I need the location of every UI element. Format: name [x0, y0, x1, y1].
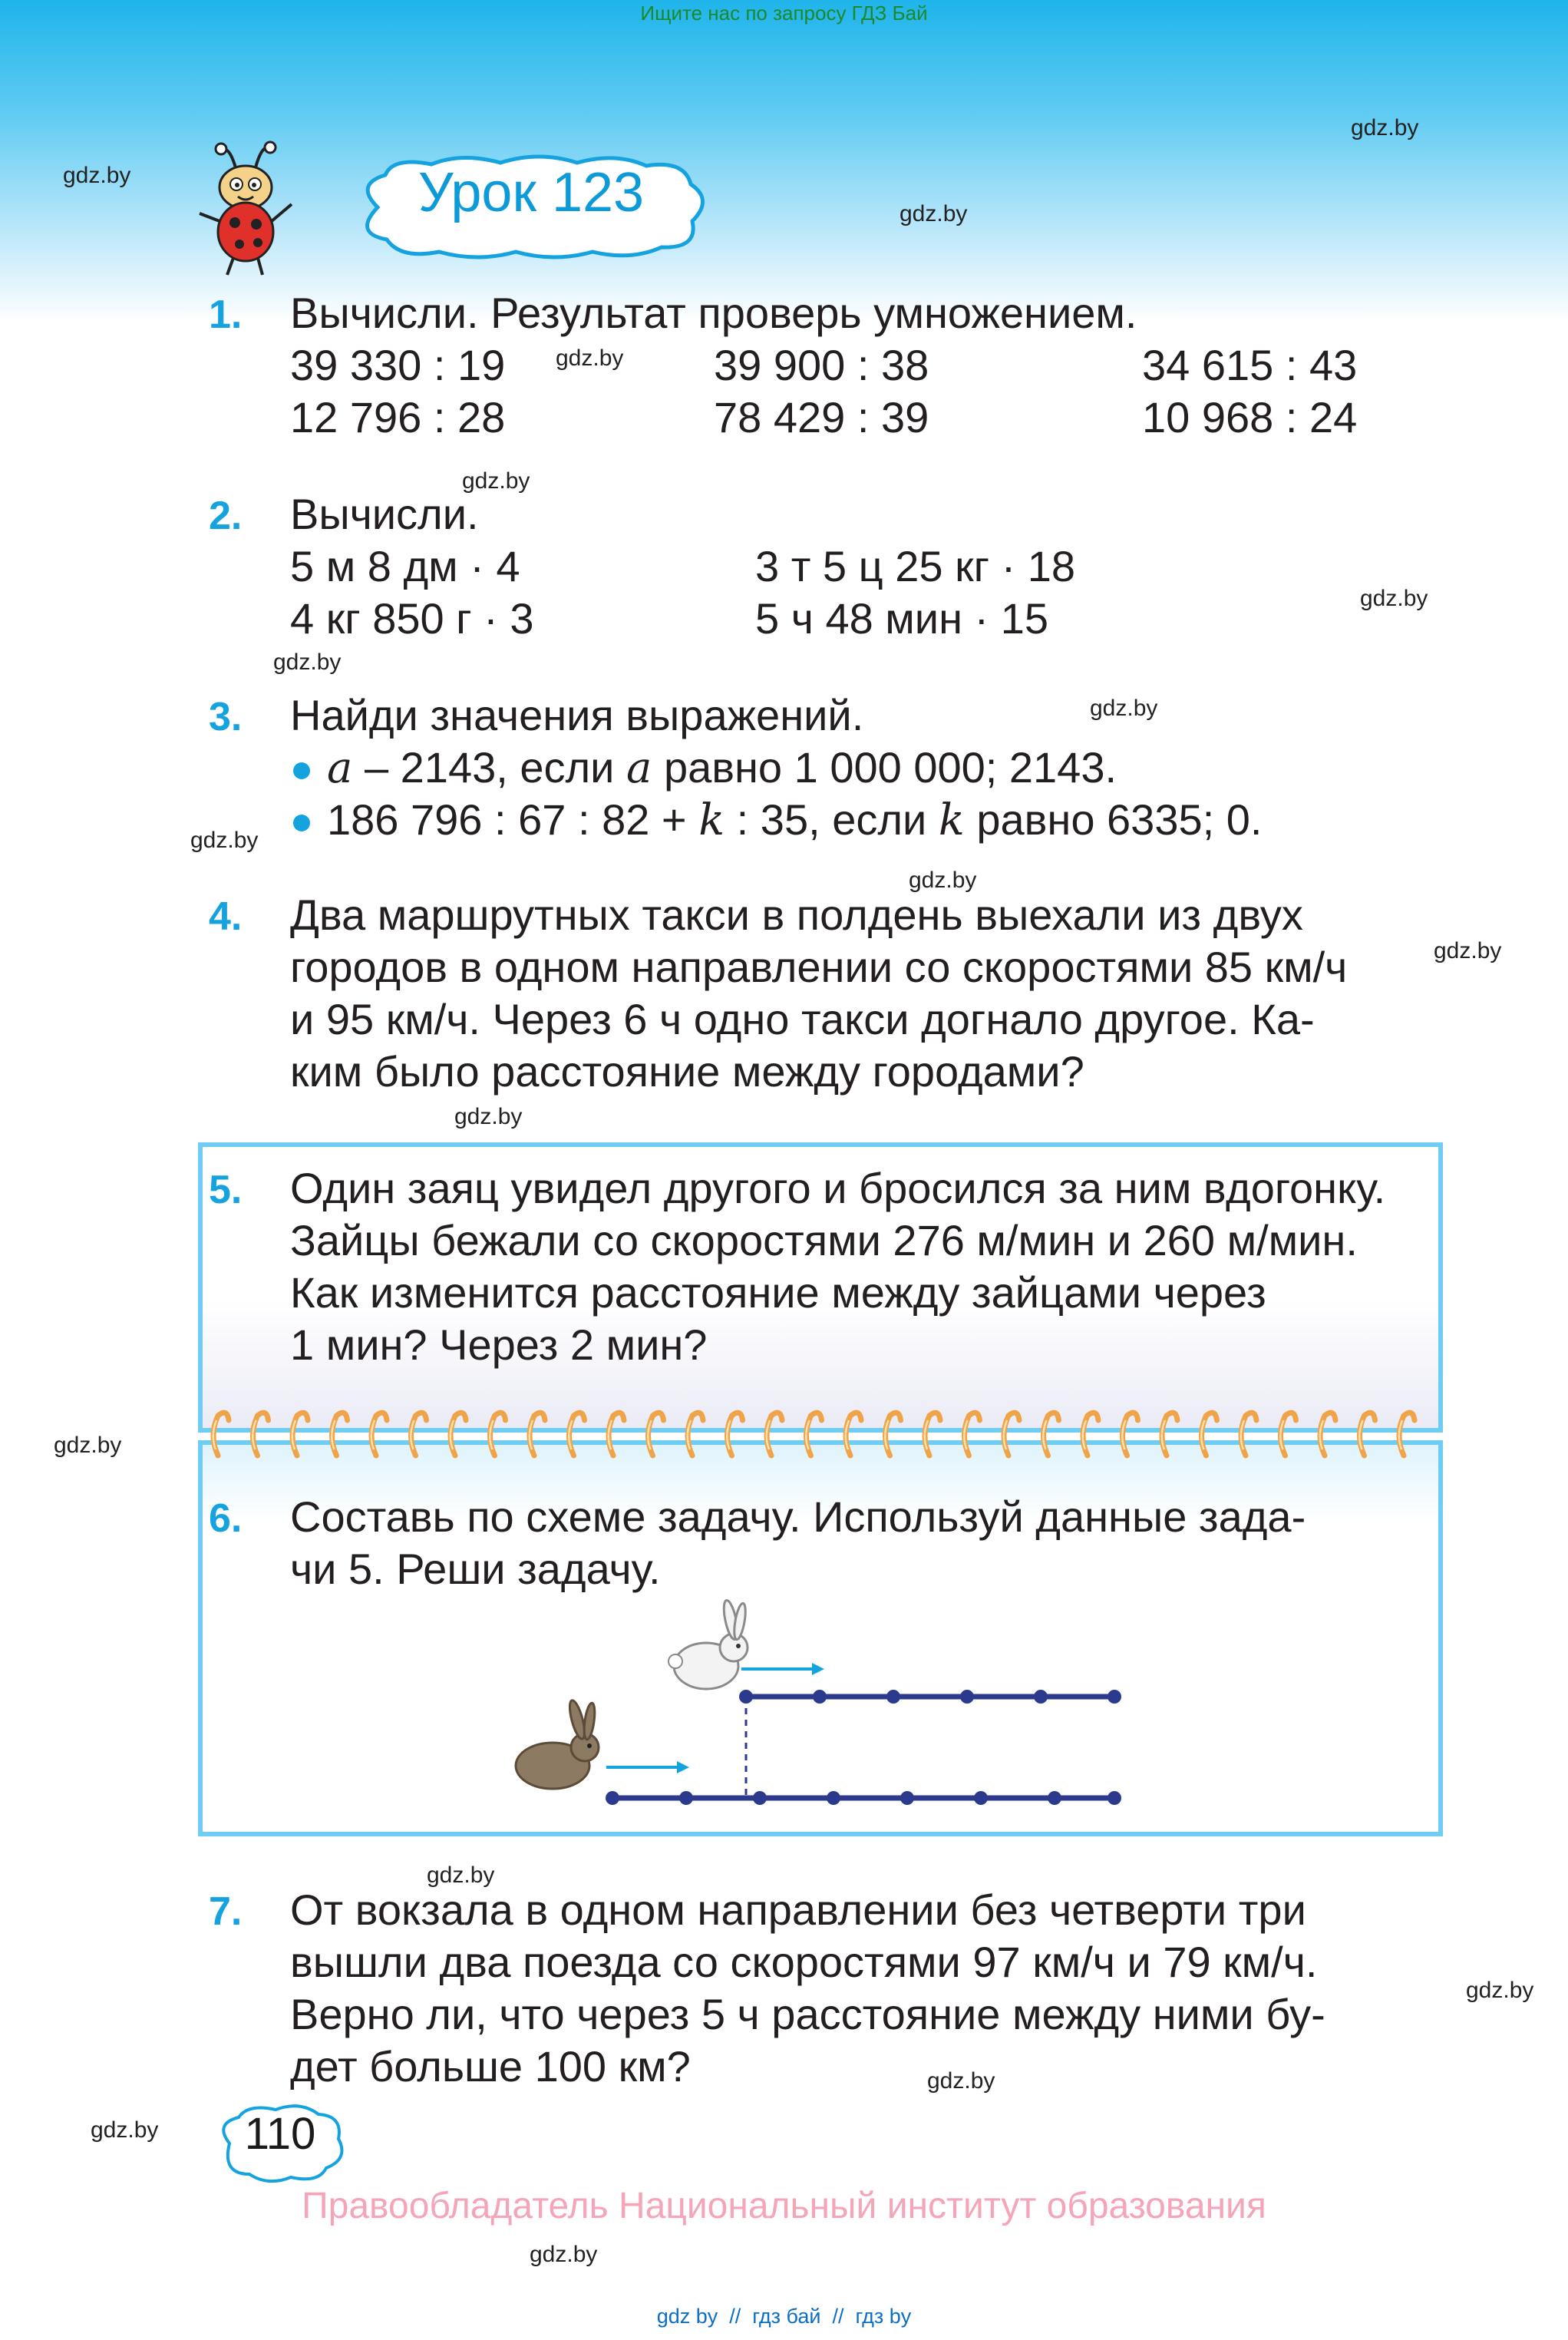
spiral-ring-icon [1280, 1413, 1296, 1456]
spiral-ring-icon [1004, 1413, 1019, 1456]
spiral-ring-icon [1201, 1413, 1216, 1456]
task-2-expr: 5 ч 48 мин · 15 [755, 594, 1049, 643]
task-1-expr: 12 796 : 28 [290, 393, 506, 441]
watermark: gdz.by [530, 2242, 598, 2267]
arrow-right-icon [677, 1761, 689, 1773]
spiral-ring-icon [253, 1413, 268, 1456]
watermark: gdz.by [909, 868, 977, 893]
bullet-icon [293, 815, 310, 831]
spiral-ring-icon [1043, 1413, 1058, 1456]
watermark: gdz.by [1360, 586, 1428, 611]
top-banner[interactable]: Ищите нас по запросу ГДЗ Бай [640, 2, 928, 25]
watermark: gdz.by [190, 828, 259, 853]
watermark: gdz.by [454, 1104, 523, 1129]
spiral-ring-icon [213, 1413, 229, 1456]
watermark: gdz.by [927, 2068, 995, 2094]
watermark: gdz.by [556, 345, 624, 371]
spiral-ring-icon [1359, 1413, 1375, 1456]
task-3-item-1-text: – 2143, если [352, 743, 627, 792]
watermark: gdz.by [63, 163, 131, 188]
task-1-expr: 10 968 : 24 [1142, 393, 1358, 441]
variable-k: k [938, 795, 965, 845]
watermark: gdz.by [427, 1862, 495, 1888]
spiral-ring-icon [569, 1413, 584, 1456]
spiral-ring-icon [727, 1413, 742, 1456]
task-3-item-2-text: 186 796 : 67 : 82 + [327, 795, 699, 844]
task-6-scheme-diagram [491, 1597, 1151, 1827]
arrow-right-icon [812, 1663, 824, 1675]
variable-a: a [327, 743, 353, 793]
task-7-line: вышли два поезда со скоростями 97 км/ч и 79 км/ч. [290, 1938, 1318, 1986]
task-2-text: Вычисли. [290, 490, 479, 538]
spiral-ring-icon [964, 1413, 979, 1456]
task-5-line: Один заяц увидел другого и бросился за ним вдогонку. [290, 1164, 1386, 1212]
spiral-ring-icon [688, 1413, 703, 1456]
spiral-ring-icon [1122, 1413, 1137, 1456]
spiral-ring-icon [490, 1413, 505, 1456]
task-7-line: дет больше 100 км? [290, 2042, 691, 2090]
task-4-line: и 95 км/ч. Через 6 ч одно такси догнало другое. Ка- [290, 995, 1315, 1043]
task-1-expr: 78 429 : 39 [714, 393, 929, 441]
spiral-ring-icon [1399, 1413, 1415, 1456]
task-5-line: 1 мин? Через 2 мин? [290, 1320, 708, 1369]
spiral-ring-icon [767, 1413, 782, 1456]
task-4-line: Два маршрутных такси в полдень выехали из двух [290, 891, 1303, 939]
task-2-expr: 4 кг 850 г · 3 [290, 594, 534, 643]
spiral-ring-icon [371, 1413, 387, 1456]
task-3-item-2-text: : 35, если [725, 795, 939, 844]
spiral-ring-icon [846, 1413, 861, 1456]
task-6-line: Составь по схеме задачу. Используй данные зада- [290, 1492, 1306, 1541]
spiral-ring-icon [292, 1413, 308, 1456]
task-1-expr: 34 615 : 43 [1142, 341, 1358, 389]
page-number: 110 [244, 2109, 316, 2159]
task-6-number: 6. [209, 1496, 243, 1541]
spiral-ring-icon [332, 1413, 347, 1456]
bullet-icon [293, 762, 310, 779]
task-3-item-2 [293, 794, 1262, 847]
task-5-line: Зайцы бежали со скоростями 276 м/мин и 260 м/мин. [290, 1216, 1358, 1264]
watermark: gdz.by [900, 201, 968, 226]
watermark: gdz.by [462, 468, 530, 494]
copyright-text: Правообладатель Национальный институт образования [302, 2186, 1266, 2226]
task-1-expr: 39 330 : 19 [290, 341, 506, 389]
spiral-ring-icon [806, 1413, 821, 1456]
task-4-number: 4. [209, 894, 243, 939]
spiral-ring-icon [1083, 1413, 1098, 1456]
task-2-expr: 3 т 5 ц 25 кг · 18 [755, 542, 1076, 590]
task-5-line: Как изменится расстояние между зайцами через [290, 1268, 1266, 1317]
watermark: gdz.by [1466, 1978, 1534, 2003]
watermark: gdz.by [91, 2117, 159, 2143]
spiral-binding [206, 1405, 1434, 1466]
task-3-item-1-text: равно 1 000 000; 2143. [652, 743, 1117, 792]
watermark: gdz.by [1090, 696, 1158, 721]
task-7-line: От вокзала в одном направлении без четверти три [290, 1886, 1306, 1934]
task-4-line: ким было расстояние между городами? [290, 1047, 1084, 1096]
lesson-title: Урок 123 [418, 162, 645, 223]
task-2-number: 2. [209, 494, 243, 538]
spiral-ring-icon [609, 1413, 624, 1456]
task-3-text: Найди значения выражений. [290, 691, 864, 739]
watermark: gdz.by [273, 649, 342, 675]
task-7-number: 7. [209, 1889, 243, 1934]
task-6-line: чи 5. Реши задачу. [290, 1545, 661, 1593]
task-5-number: 5. [209, 1168, 243, 1212]
variable-k: k [698, 795, 725, 845]
task-1-text: Вычисли. Результат проверь умножением. [290, 289, 1137, 337]
ladybug-mascot-icon [192, 140, 299, 278]
task-3-item-2-text: равно 6335; 0. [964, 795, 1263, 844]
spiral-ring-icon [530, 1413, 545, 1456]
white-hare-icon [668, 1599, 748, 1689]
footer-links[interactable]: gdz by // гдз бай // гдз by [656, 2305, 912, 2328]
watermark: gdz.by [54, 1433, 122, 1458]
task-3-number: 3. [209, 695, 243, 739]
task-2-expr: 5 м 8 дм · 4 [290, 542, 520, 590]
task-4-line: городов в одном направлении со скоростями 85 км/ч [290, 943, 1348, 991]
spiral-ring-icon [411, 1413, 426, 1456]
task-1-expr: 39 900 : 38 [714, 341, 929, 389]
variable-a: a [626, 743, 652, 793]
spiral-ring-icon [1241, 1413, 1256, 1456]
spiral-ring-icon [1162, 1413, 1177, 1456]
spiral-ring-icon [648, 1413, 663, 1456]
watermark: gdz.by [1351, 115, 1419, 140]
task-3-item-1 [293, 742, 1117, 795]
spiral-ring-icon [885, 1413, 900, 1456]
brown-hare-icon [516, 1699, 599, 1789]
task-7-line: Верно ли, что через 5 ч расстояние между ними бу- [290, 1990, 1325, 2038]
task-1-number: 1. [209, 292, 243, 337]
spiral-ring-icon [1320, 1413, 1335, 1456]
spiral-ring-icon [451, 1413, 466, 1456]
watermark: gdz.by [1434, 938, 1502, 963]
spiral-ring-icon [925, 1413, 940, 1456]
